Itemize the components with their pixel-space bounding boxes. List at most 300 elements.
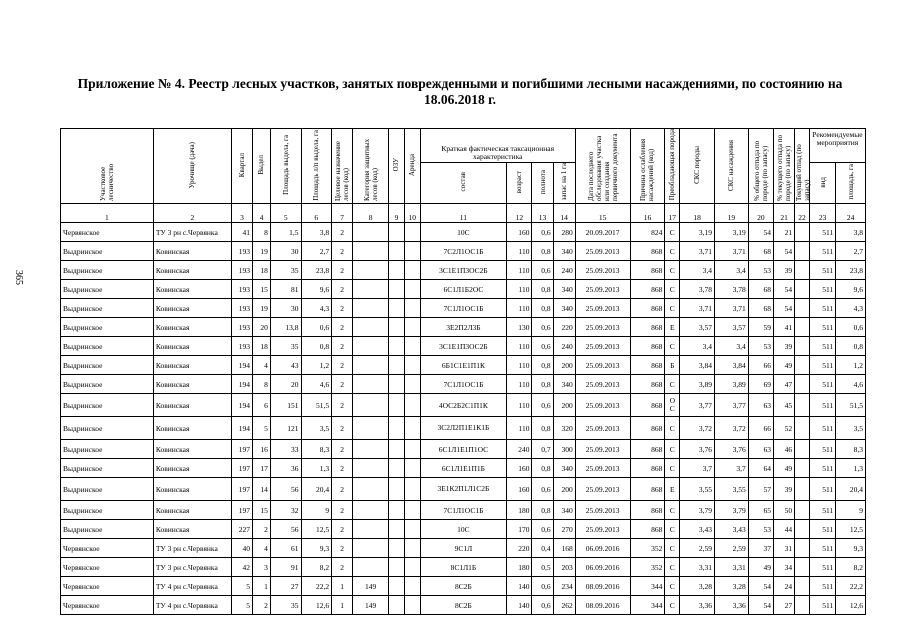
table-cell: 3,55 <box>680 478 715 501</box>
table-cell <box>795 356 810 375</box>
table-cell: 130 <box>507 318 532 337</box>
table-cell: 193 <box>231 318 252 337</box>
table-cell: 511 <box>809 280 835 299</box>
column-index-cell: 18 <box>680 204 715 223</box>
table-cell: Выдринское <box>61 280 154 299</box>
table-row <box>61 375 866 394</box>
table-row <box>61 478 866 501</box>
table-cell: 30 <box>270 299 301 318</box>
table-cell: 511 <box>809 520 835 539</box>
table-cell: 46 <box>774 440 795 459</box>
column-index-cell: 10 <box>404 204 420 223</box>
table-cell: Ковинская <box>153 440 231 459</box>
table-cell: 110 <box>507 394 532 417</box>
table-cell: 2 <box>332 394 353 417</box>
table-cell <box>353 280 389 299</box>
table-cell: Ковинская <box>153 478 231 501</box>
table-cell: 0,8 <box>836 337 866 356</box>
table-cell: 54 <box>748 596 773 615</box>
table-cell <box>404 459 420 478</box>
table-cell: 25.09.2013 <box>575 337 630 356</box>
table-cell: 0,6 <box>532 337 553 356</box>
table-cell: 197 <box>231 440 252 459</box>
table-cell: 54 <box>774 242 795 261</box>
table-cell: 6С1Л1Е1П1ОС <box>420 440 507 459</box>
table-cell: С <box>665 223 680 242</box>
table-cell: 197 <box>231 478 252 501</box>
table-cell <box>404 299 420 318</box>
table-cell <box>389 577 405 596</box>
table-cell <box>404 242 420 261</box>
table-cell: 12,5 <box>301 520 332 539</box>
forest-registry-table <box>60 128 866 615</box>
table-cell <box>353 478 389 501</box>
table-cell: 5 <box>231 596 252 615</box>
table-cell <box>795 242 810 261</box>
table-cell: 197 <box>231 459 252 478</box>
table-cell: ТУ 3 рн с.Червянка <box>153 223 231 242</box>
table-cell: 51,5 <box>301 394 332 417</box>
table-cell: 53 <box>748 520 773 539</box>
table-cell <box>389 223 405 242</box>
table-cell: 193 <box>231 280 252 299</box>
column-index-cell: 20 <box>748 204 773 223</box>
header-age: возраст <box>515 170 524 194</box>
header-taxation: Краткая фактическая таксационная характеристика <box>420 129 575 163</box>
table-row <box>61 440 866 459</box>
table-cell: 8,2 <box>301 558 332 577</box>
table-cell: 3,57 <box>714 318 748 337</box>
table-cell: Выдринское <box>61 337 154 356</box>
table-cell: 13,8 <box>270 318 301 337</box>
table-cell <box>353 520 389 539</box>
table-cell <box>404 280 420 299</box>
table-cell: 868 <box>630 459 665 478</box>
table-cell: 3,72 <box>714 417 748 440</box>
table-cell: 91 <box>270 558 301 577</box>
table-cell: Ковинская <box>153 337 231 356</box>
table-cell <box>795 459 810 478</box>
table-cell: 41 <box>231 223 252 242</box>
column-index-cell: 5 <box>270 204 301 223</box>
table-cell <box>389 394 405 417</box>
table-cell: 0,8 <box>532 280 553 299</box>
table-cell: 2,59 <box>680 539 715 558</box>
table-cell: 19 <box>252 242 270 261</box>
table-cell <box>389 558 405 577</box>
table-cell: 180 <box>507 501 532 520</box>
table-cell: 20.09.2017 <box>575 223 630 242</box>
table-cell: 3Е2П2Л3Б <box>420 318 507 337</box>
table-cell: 4,3 <box>301 299 332 318</box>
table-cell: 149 <box>353 577 389 596</box>
table-cell: 51,5 <box>836 394 866 417</box>
table-cell: 3,36 <box>680 596 715 615</box>
table-row <box>61 417 866 440</box>
table-cell: 6 <box>252 394 270 417</box>
table-cell: 3,28 <box>680 577 715 596</box>
table-cell: 110 <box>507 280 532 299</box>
table-cell <box>353 261 389 280</box>
table-cell: 25.09.2013 <box>575 375 630 394</box>
table-cell: 220 <box>507 539 532 558</box>
table-cell: 16 <box>252 440 270 459</box>
table-cell: 511 <box>809 478 835 501</box>
table-row <box>61 577 866 596</box>
table-row <box>61 280 866 299</box>
table-cell: 08.09.2016 <box>575 596 630 615</box>
table-cell: 20 <box>252 318 270 337</box>
column-index-cell: 23 <box>809 204 835 223</box>
table-cell <box>404 394 420 417</box>
table-cell: С <box>665 261 680 280</box>
table-cell: 64 <box>748 459 773 478</box>
table-cell: Ковинская <box>153 394 231 417</box>
table-cell: 3,55 <box>714 478 748 501</box>
table-cell: ТУ 3 рн с.Червянка <box>153 539 231 558</box>
table-cell <box>795 299 810 318</box>
table-cell: 0,6 <box>532 261 553 280</box>
table-cell: С <box>665 596 680 615</box>
table-cell: 8 <box>252 375 270 394</box>
table-cell: 36 <box>270 459 301 478</box>
table-cell: 3,5 <box>301 417 332 440</box>
table-cell <box>404 539 420 558</box>
column-index-cell: 12 <box>507 204 532 223</box>
table-cell: 0,6 <box>301 318 332 337</box>
table-cell: Червянское <box>61 596 154 615</box>
table-cell <box>795 478 810 501</box>
table-cell <box>389 417 405 440</box>
table-cell: 57 <box>748 478 773 501</box>
table-cell: 240 <box>507 440 532 459</box>
header-ozu: ОЗУ <box>392 158 401 172</box>
table-cell: 81 <box>270 280 301 299</box>
table-cell: 24 <box>774 577 795 596</box>
table-cell: 63 <box>748 440 773 459</box>
table-cell: 59 <box>748 318 773 337</box>
table-cell: Ковинская <box>153 242 231 261</box>
column-index-cell: 17 <box>665 204 680 223</box>
header-forestry: Участковое лесничество <box>98 163 115 201</box>
table-cell <box>389 539 405 558</box>
table-cell <box>795 417 810 440</box>
table-cell: Выдринское <box>61 459 154 478</box>
header-damaged-area: Площадь л/п выдела, га <box>312 129 321 201</box>
table-cell: 50 <box>774 501 795 520</box>
table-cell: 193 <box>231 242 252 261</box>
table-cell: Выдринское <box>61 375 154 394</box>
table-cell: Ковинская <box>153 261 231 280</box>
table-cell: 06.09.2016 <box>575 558 630 577</box>
table-cell: 160 <box>507 223 532 242</box>
table-cell: 0,8 <box>532 356 553 375</box>
table-cell <box>795 558 810 577</box>
table-cell: 0,8 <box>532 299 553 318</box>
table-cell: 352 <box>630 558 665 577</box>
header-measure-type: вид <box>818 176 827 188</box>
header-dominant-species: Преобладающая порода <box>668 129 677 201</box>
table-cell: 200 <box>553 356 575 375</box>
table-cell: 8,3 <box>836 440 866 459</box>
table-cell: 15 <box>252 280 270 299</box>
table-cell: 0,6 <box>532 596 553 615</box>
table-cell: 868 <box>630 501 665 520</box>
table-cell: 2 <box>332 539 353 558</box>
table-cell: 0,8 <box>301 337 332 356</box>
table-row <box>61 223 866 242</box>
table-cell: 39 <box>774 261 795 280</box>
table-cell: 35 <box>270 596 301 615</box>
column-index-cell: 21 <box>774 204 795 223</box>
table-cell <box>389 520 405 539</box>
column-index-cell: 24 <box>836 204 866 223</box>
table-cell <box>404 501 420 520</box>
header-density: полнота <box>538 169 547 195</box>
table-cell: 240 <box>553 337 575 356</box>
table-cell: 3,89 <box>680 375 715 394</box>
table-cell: 511 <box>809 558 835 577</box>
table-cell <box>795 394 810 417</box>
table-cell: 53 <box>748 337 773 356</box>
table-cell: 65 <box>748 501 773 520</box>
header-weakening-cause: Причина ослабления насаждений (код) <box>639 138 656 201</box>
table-cell <box>795 577 810 596</box>
table-cell: 110 <box>507 299 532 318</box>
table-cell: 5 <box>252 417 270 440</box>
table-cell: С <box>665 417 680 440</box>
table-cell: 511 <box>809 394 835 417</box>
column-index-cell: 11 <box>420 204 507 223</box>
table-cell <box>389 280 405 299</box>
header-recommended: Рекомендуемые мероприятия <box>809 129 865 163</box>
table-cell: 340 <box>553 501 575 520</box>
table-cell: 1,3 <box>301 459 332 478</box>
table-cell <box>353 558 389 577</box>
table-cell <box>404 440 420 459</box>
table-cell <box>404 318 420 337</box>
table-cell <box>404 558 420 577</box>
table-cell: 4 <box>252 539 270 558</box>
table-cell: 1,3 <box>836 459 866 478</box>
table-cell: Ковинская <box>153 520 231 539</box>
table-cell: 2 <box>332 520 353 539</box>
table-cell: 25.09.2013 <box>575 520 630 539</box>
header-species-sks: СКС породы <box>693 146 702 184</box>
table-cell: 868 <box>630 337 665 356</box>
table-cell: 0,8 <box>532 459 553 478</box>
table-cell: 3,28 <box>714 577 748 596</box>
table-cell: 3,77 <box>714 394 748 417</box>
table-cell: Выдринское <box>61 501 154 520</box>
table-cell: 194 <box>231 356 252 375</box>
table-cell: 22,2 <box>836 577 866 596</box>
table-cell: 234 <box>553 577 575 596</box>
table-cell: 49 <box>774 459 795 478</box>
table-cell: Ковинская <box>153 356 231 375</box>
table-cell: 08.09.2016 <box>575 577 630 596</box>
table-cell: 30 <box>270 242 301 261</box>
table-cell: 4ОС2Б2С1П1К <box>420 394 507 417</box>
table-cell: Выдринское <box>61 299 154 318</box>
table-cell: 10С <box>420 520 507 539</box>
column-index-cell: 14 <box>553 204 575 223</box>
table-cell: 3,31 <box>714 558 748 577</box>
table-cell: 2 <box>332 417 353 440</box>
table-cell: 8,3 <box>301 440 332 459</box>
table-cell: 2,7 <box>836 242 866 261</box>
header-quarter: Квартал <box>237 152 246 178</box>
table-cell: 511 <box>809 417 835 440</box>
table-cell: Червянское <box>61 223 154 242</box>
table-cell: 68 <box>748 280 773 299</box>
table-cell: 3,77 <box>680 394 715 417</box>
table-cell: 27 <box>774 596 795 615</box>
table-cell: 4,6 <box>836 375 866 394</box>
table-cell: 868 <box>630 520 665 539</box>
page-title: Приложение № 4. Реестр лесных участков, занятых поврежденными и погибшими лесными насаждениями, по состоянию на 18.06.2018 г. <box>77 76 843 107</box>
table-cell <box>389 478 405 501</box>
column-index-cell: 3 <box>231 204 252 223</box>
table-cell: 511 <box>809 577 835 596</box>
table-cell: 270 <box>553 520 575 539</box>
table-cell: 3,36 <box>714 596 748 615</box>
table-cell: 194 <box>231 375 252 394</box>
header-allotment: Выдел <box>257 155 266 175</box>
table-cell: 110 <box>507 261 532 280</box>
table-cell: 14 <box>252 478 270 501</box>
table-cell: 511 <box>809 318 835 337</box>
table-cell <box>389 337 405 356</box>
table-cell: 3,71 <box>680 242 715 261</box>
table-cell: Выдринское <box>61 261 154 280</box>
table-cell: 344 <box>630 596 665 615</box>
table-cell <box>795 539 810 558</box>
table-cell: С <box>665 440 680 459</box>
table-cell: 193 <box>231 337 252 356</box>
table-cell: 66 <box>748 417 773 440</box>
table-cell: 3,57 <box>680 318 715 337</box>
column-index-row <box>61 204 866 223</box>
table-cell: 25.09.2013 <box>575 356 630 375</box>
table-cell: 110 <box>507 337 532 356</box>
table-cell: 110 <box>507 356 532 375</box>
table-cell: 2,7 <box>301 242 332 261</box>
table-cell: 54 <box>748 577 773 596</box>
column-index-cell: 9 <box>389 204 405 223</box>
table-cell: 194 <box>231 394 252 417</box>
column-index-cell: 4 <box>252 204 270 223</box>
table-cell: Выдринское <box>61 520 154 539</box>
table-cell: 1 <box>332 596 353 615</box>
table-cell: 20 <box>270 375 301 394</box>
table-cell: 6Б1С1Е1П1К <box>420 356 507 375</box>
table-cell: 180 <box>507 558 532 577</box>
header-tract: Урочище (дача) <box>188 141 197 189</box>
table-cell: 3,31 <box>680 558 715 577</box>
table-cell: 25.09.2013 <box>575 261 630 280</box>
table-cell <box>404 417 420 440</box>
table-cell: 49 <box>748 558 773 577</box>
table-cell: 2 <box>332 318 353 337</box>
table-cell: 0,6 <box>532 577 553 596</box>
table-cell: 149 <box>353 596 389 615</box>
table-cell: 33 <box>270 440 301 459</box>
table-row <box>61 356 866 375</box>
table-cell <box>795 223 810 242</box>
table-cell: 2 <box>332 558 353 577</box>
table-cell: 193 <box>231 299 252 318</box>
table-cell: 3 <box>252 558 270 577</box>
table-cell: 3,78 <box>680 280 715 299</box>
table-cell <box>353 539 389 558</box>
table-cell <box>404 520 420 539</box>
table-cell: 3,7 <box>680 459 715 478</box>
table-cell: Ковинская <box>153 501 231 520</box>
table-cell: 868 <box>630 440 665 459</box>
table-cell: 3,84 <box>714 356 748 375</box>
table-cell: 2 <box>332 223 353 242</box>
table-cell: 203 <box>553 558 575 577</box>
table-cell: 7С1Л1ОС1Б <box>420 375 507 394</box>
table-cell: 22,2 <box>301 577 332 596</box>
header-current-loss: % текущего отпада по породе (по запасу) <box>776 135 793 201</box>
table-cell: 3,72 <box>680 417 715 440</box>
table-cell: 824 <box>630 223 665 242</box>
table-cell: С <box>665 558 680 577</box>
table-cell: 25.09.2013 <box>575 459 630 478</box>
table-cell: 66 <box>748 356 773 375</box>
table-cell: 110 <box>507 242 532 261</box>
table-cell: 340 <box>553 375 575 394</box>
table-cell: 0,8 <box>532 375 553 394</box>
table-cell <box>389 261 405 280</box>
table-cell: 25.09.2013 <box>575 440 630 459</box>
table-cell: 2 <box>252 596 270 615</box>
table-cell: 68 <box>748 299 773 318</box>
table-cell: 23,8 <box>836 261 866 280</box>
table-cell: 3,89 <box>714 375 748 394</box>
table-cell <box>389 242 405 261</box>
table-cell <box>353 440 389 459</box>
table-cell: 2 <box>332 356 353 375</box>
table-cell: 0,7 <box>532 440 553 459</box>
table-cell: 42 <box>231 558 252 577</box>
table-cell <box>404 596 420 615</box>
table-cell: 868 <box>630 356 665 375</box>
table-cell: 3С1Е1П3ОС2Б <box>420 261 507 280</box>
table-cell <box>795 318 810 337</box>
table-cell: 9,3 <box>836 539 866 558</box>
table-cell: 511 <box>809 501 835 520</box>
table-cell: 2 <box>332 375 353 394</box>
table-cell: 25.09.2013 <box>575 501 630 520</box>
table-cell: 240 <box>553 261 575 280</box>
table-cell: 0,5 <box>532 558 553 577</box>
table-cell: ТУ 4 рн с.Червянка <box>153 577 231 596</box>
column-index-cell: 15 <box>575 204 630 223</box>
table-cell: 54 <box>748 223 773 242</box>
table-cell: 6С1Л1Е1П1Б <box>420 459 507 478</box>
table-cell: Ковинская <box>153 375 231 394</box>
table-cell: 7С2Л1ОС1Б <box>420 242 507 261</box>
table-cell: 3,19 <box>680 223 715 242</box>
column-index-cell: 7 <box>332 204 353 223</box>
table-cell: 2,59 <box>714 539 748 558</box>
table-cell: 41 <box>774 318 795 337</box>
table-cell: 110 <box>507 375 532 394</box>
table-cell: 3С1Е1П3ОС2Б <box>420 337 507 356</box>
